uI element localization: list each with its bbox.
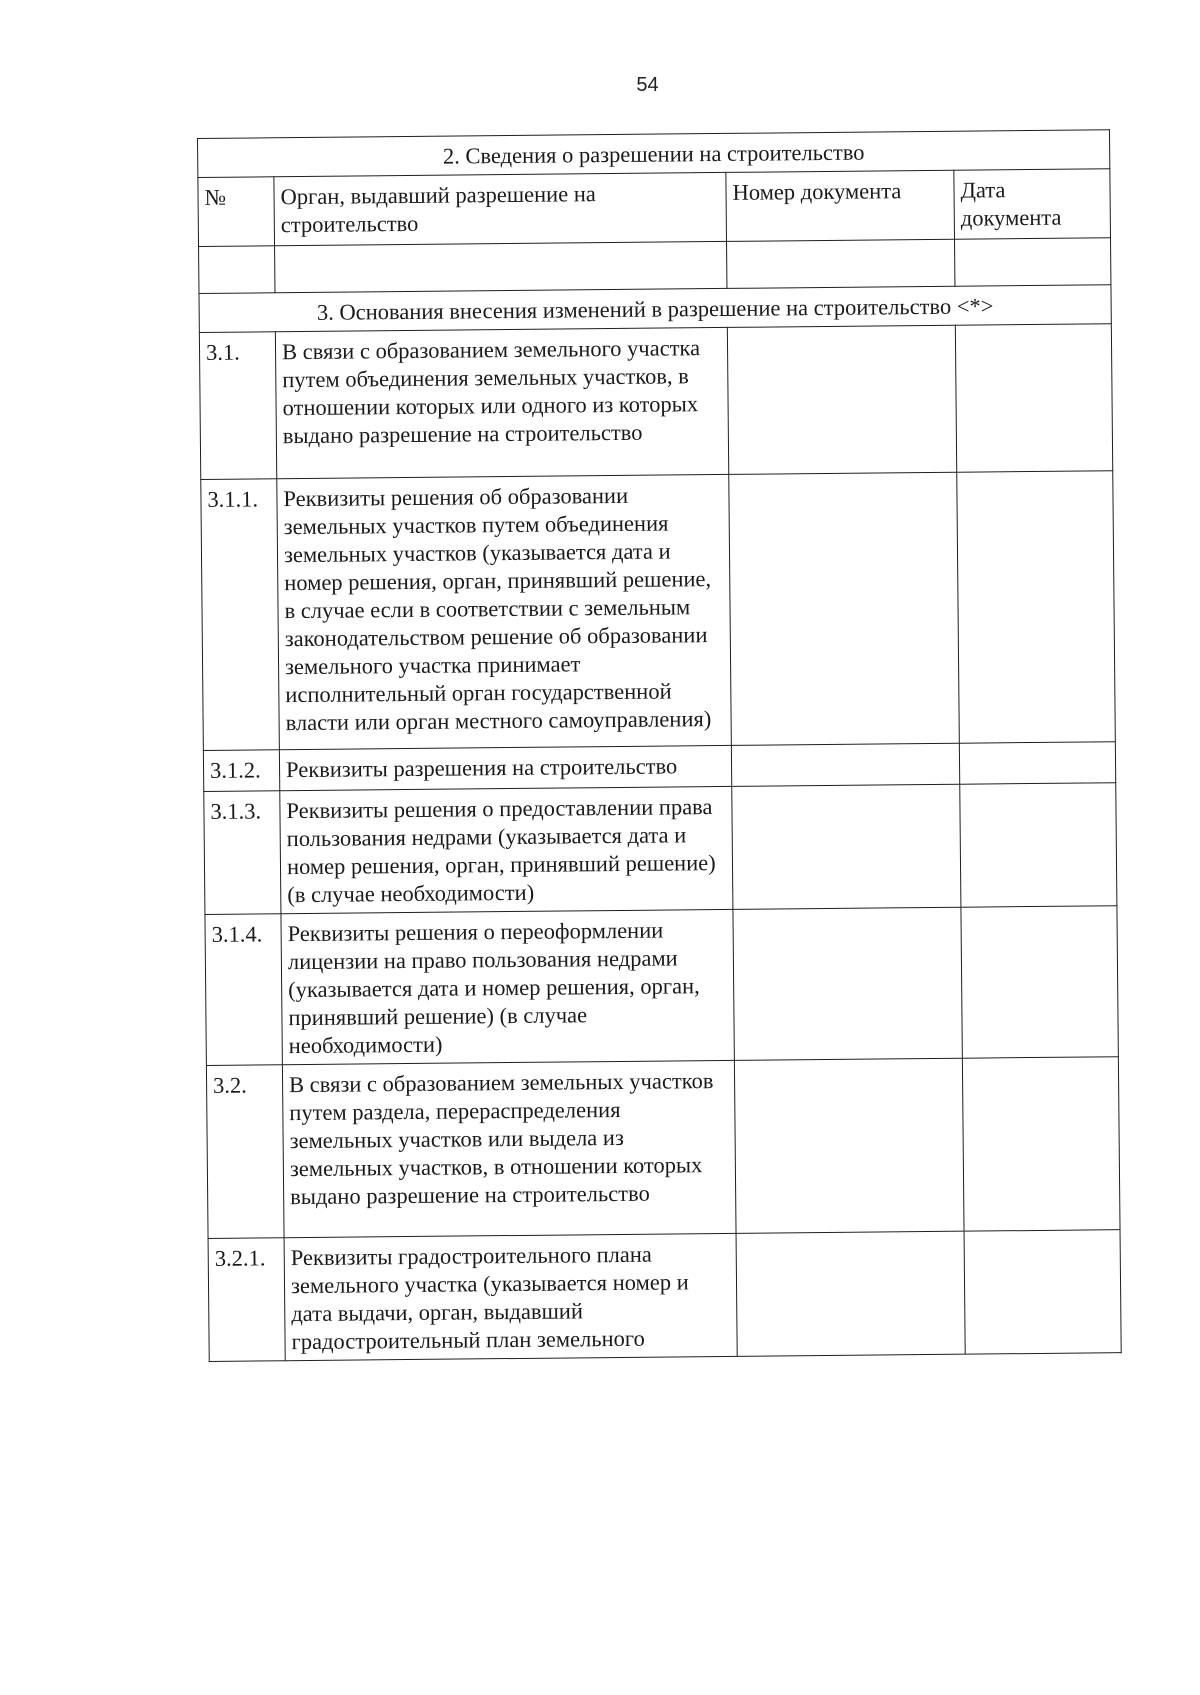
row-number: 3.1.3. [204, 791, 281, 915]
row-doc-date-cell[interactable] [961, 906, 1118, 1058]
row-number: 3.1.4. [205, 914, 282, 1066]
row-doc-number-cell[interactable] [732, 784, 961, 909]
table-row [204, 783, 1117, 915]
row-number: 3.1.1. [201, 479, 280, 751]
entry-doc-date-cell[interactable] [955, 238, 1111, 286]
row-text: Реквизиты решения о переоформлении лицензии на право пользования недрами (указывается дата и номер решения, орган, принявший решение) (в случае необходимости) [281, 909, 734, 1064]
row-number: 3.1. [199, 332, 276, 480]
section-3-title: 3. Основания внесения изменений в разрешение на строительство <*> [199, 285, 1111, 333]
row-number: 3.2. [206, 1065, 284, 1239]
header-organ: Орган, выдавший разрешение на строительство [274, 172, 727, 245]
row-text: Реквизиты разрешения на строительство [279, 745, 731, 790]
table-row [201, 471, 1116, 751]
row-doc-date-cell[interactable] [955, 324, 1112, 472]
row-doc-number-cell[interactable] [729, 472, 960, 745]
row-text: Реквизиты решения об образовании земельных участков путем объединения земельных участков (указывается дата и номер решения, орган, принявший решение, в случае если в соответствии с земельным законодательством решение об образовании земельного участка принимает исполнительный орган государственной власти или орган местного самоуправления) [277, 474, 732, 749]
row-doc-number-cell[interactable] [733, 907, 962, 1060]
entry-doc-number-cell[interactable] [727, 239, 955, 288]
table-row [205, 906, 1118, 1066]
row-text: В связи с образованием земельного участка путем объединения земельных участков, в отношении которых или одного из которых выдано разрешение на строительство [275, 327, 728, 478]
row-doc-date-cell[interactable] [959, 742, 1115, 784]
row-doc-date-cell[interactable] [962, 1057, 1120, 1231]
row-doc-number-cell[interactable] [727, 325, 956, 474]
row-doc-date-cell[interactable] [960, 783, 1117, 907]
section-2-title: 2. Сведения о разрешении на строительство [198, 130, 1110, 178]
header-doc-number: Номер документа [726, 170, 955, 241]
row-text: В связи с образованием земельных участков путем раздела, перераспределения земельных участков или выдела из земельных участков, в отношении которых выдано разрешение на строительство [282, 1060, 736, 1237]
section-2-header-row [198, 169, 1111, 247]
row-doc-date-cell[interactable] [964, 1230, 1121, 1354]
entry-num-cell[interactable] [199, 246, 275, 294]
row-text: Реквизиты решения о предоставлении права пользования недрами (указывается дата и номер решения, орган, принявший решение) (в случае необходимости) [280, 786, 733, 913]
table-row [199, 324, 1112, 480]
row-doc-number-cell[interactable] [736, 1231, 965, 1356]
row-number: 3.1.2. [203, 750, 279, 792]
form-sheet [197, 129, 1121, 1362]
row-doc-number-cell[interactable] [734, 1058, 964, 1233]
page-number: 54 [636, 74, 659, 96]
header-doc-date: Дата документа [954, 169, 1111, 239]
header-num: № [198, 177, 275, 247]
row-doc-number-cell[interactable] [731, 743, 959, 786]
row-number: 3.2.1. [208, 1238, 285, 1362]
row-doc-date-cell[interactable] [957, 471, 1116, 743]
permit-form-table [197, 129, 1122, 1362]
entry-organ-cell[interactable] [275, 241, 727, 292]
table-row [206, 1057, 1120, 1239]
table-row [208, 1230, 1121, 1362]
row-text: Реквизиты градостроительного плана земельного участка (указывается номер и дата выдачи, орган, выдавший градостроительный план земельного [284, 1233, 737, 1360]
